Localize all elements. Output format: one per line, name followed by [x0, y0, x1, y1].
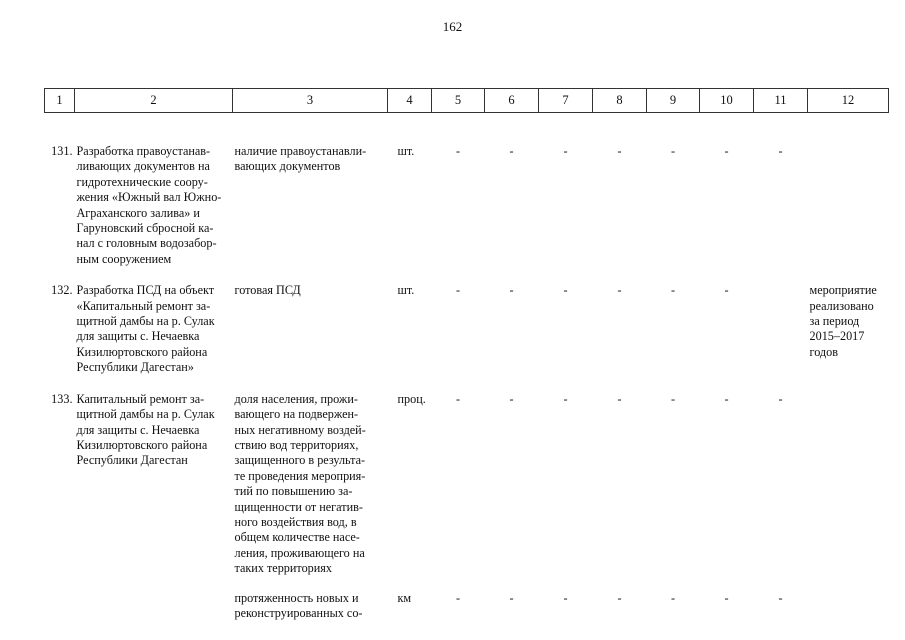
text-line: Разработка ПСД на объект	[76, 283, 215, 298]
value-cell: -	[778, 391, 783, 406]
column-header: 5	[432, 89, 485, 113]
row-number: 132.	[51, 283, 73, 298]
measure-name	[75, 585, 233, 622]
text-line: Кизилюртовского района	[76, 344, 208, 359]
value-cell: -	[563, 144, 568, 158]
text-line: протяженность новых и	[234, 590, 359, 605]
text-line: 2015–2017	[809, 329, 865, 344]
text-line: Республики Дагестан»	[76, 360, 194, 375]
value-cell: -	[509, 283, 514, 298]
text-line: Кизилюртовского района	[76, 437, 208, 452]
table-row	[45, 113, 889, 276]
text-line: защищенного в результа-	[234, 453, 366, 468]
column-header: 4	[388, 89, 432, 113]
text-line: ления, проживающего на	[234, 545, 365, 560]
column-header: 3	[233, 89, 388, 113]
table-row	[45, 384, 889, 585]
text-line: для защиты с. Нечаевка	[76, 422, 200, 437]
value-cell: -	[455, 144, 461, 158]
text-line: Разработка правоустанав-	[76, 144, 211, 158]
text-line: мероприятие	[809, 283, 877, 298]
text-line: тий по повышению за-	[234, 484, 353, 499]
indicator-name	[233, 585, 388, 622]
indicator-name	[233, 113, 388, 276]
text-line: ливающих документов на	[76, 159, 210, 174]
value-cell: -	[455, 590, 461, 605]
column-header: 10	[700, 89, 754, 113]
column-header: 8	[593, 89, 647, 113]
text-line: общем количестве насе-	[234, 530, 360, 545]
value-cell: -	[670, 590, 676, 605]
value-cell: -	[724, 391, 729, 406]
row-number: 133.	[51, 391, 73, 406]
value-cell: -	[778, 144, 783, 158]
unit: шт.	[397, 144, 415, 158]
column-header: 6	[485, 89, 539, 113]
text-line: реконструированных со-	[234, 605, 363, 620]
value-cell: -	[617, 590, 622, 605]
row-number	[45, 585, 75, 622]
text-line: годов	[809, 344, 838, 359]
value-cell: -	[509, 391, 514, 406]
column-header: 7	[539, 89, 593, 113]
note-cell	[808, 384, 889, 585]
value-cell: -	[563, 391, 568, 406]
value-cell: -	[617, 144, 622, 158]
text-line: «Капитальный ремонт за-	[76, 298, 211, 313]
unit: проц.	[397, 391, 426, 406]
measures-table	[44, 88, 889, 621]
text-line: Аграханского залива» и	[76, 205, 200, 220]
value-cell: -	[509, 144, 514, 158]
value-cell	[754, 275, 808, 383]
column-header: 1	[45, 89, 75, 113]
measure-name	[75, 113, 233, 276]
value-cell: -	[617, 283, 622, 298]
row-number: 131.	[51, 144, 73, 158]
measure-name	[75, 275, 233, 383]
note-cell	[808, 585, 889, 622]
text-line: реализовано	[809, 298, 874, 313]
column-header: 2	[75, 89, 233, 113]
text-line: те проведения мероприя-	[234, 468, 366, 483]
column-header: 11	[754, 89, 808, 113]
text-line: ных негативному воздей-	[234, 422, 366, 437]
text-line: жения «Южный вал Южно-	[76, 190, 222, 205]
text-line: наличие правоустанавли-	[234, 144, 367, 158]
value-cell: -	[670, 391, 676, 406]
text-line: ствию вод территориях,	[234, 437, 359, 452]
indicator-name	[233, 275, 388, 383]
page-number: 162	[442, 19, 463, 34]
table-row	[45, 275, 889, 383]
text-line: щитной дамбы на р. Сулак	[76, 407, 215, 422]
table-row	[45, 585, 889, 622]
value-cell: -	[617, 391, 622, 406]
text-line: Гаруновский сбросной ка-	[76, 221, 214, 236]
text-line: гидротехнические соору-	[76, 174, 208, 189]
text-line: готовая ПСД	[234, 283, 301, 298]
text-line: для защиты с. Нечаевка	[76, 329, 200, 344]
text-line: Капитальный ремонт за-	[76, 391, 205, 406]
column-header: 9	[647, 89, 700, 113]
text-line: щищенности от негатив-	[234, 499, 363, 514]
text-line: таких территориях	[234, 561, 332, 576]
value-cell: -	[563, 283, 568, 298]
value-cell: -	[778, 590, 783, 605]
column-header: 12	[808, 89, 889, 113]
value-cell: -	[455, 391, 461, 406]
table-header	[45, 89, 889, 113]
value-cell: -	[724, 590, 729, 605]
text-line: доля населения, прожи-	[234, 391, 358, 406]
text-line: ного воздействия вод, в	[234, 514, 357, 529]
text-line: ным сооружением	[76, 251, 172, 266]
unit: км	[397, 590, 412, 605]
unit: шт.	[397, 283, 415, 298]
measure-name	[75, 384, 233, 585]
text-line: за период	[809, 314, 860, 329]
text-line: Республики Дагестан	[76, 453, 188, 468]
note-cell	[808, 275, 889, 383]
value-cell: -	[670, 283, 676, 298]
note-cell	[808, 113, 889, 276]
indicator-name	[233, 384, 388, 585]
text-line: щитной дамбы на р. Сулак	[76, 314, 215, 329]
value-cell: -	[724, 283, 729, 298]
text-line: вающих документов	[234, 159, 341, 174]
value-cell: -	[563, 590, 568, 605]
value-cell: -	[455, 283, 461, 298]
value-cell: -	[724, 144, 729, 158]
value-cell: -	[670, 144, 676, 158]
text-line: нал с головным водозабор-	[76, 236, 217, 251]
text-line: вающего на подвержен-	[234, 407, 359, 422]
value-cell: -	[509, 590, 514, 605]
